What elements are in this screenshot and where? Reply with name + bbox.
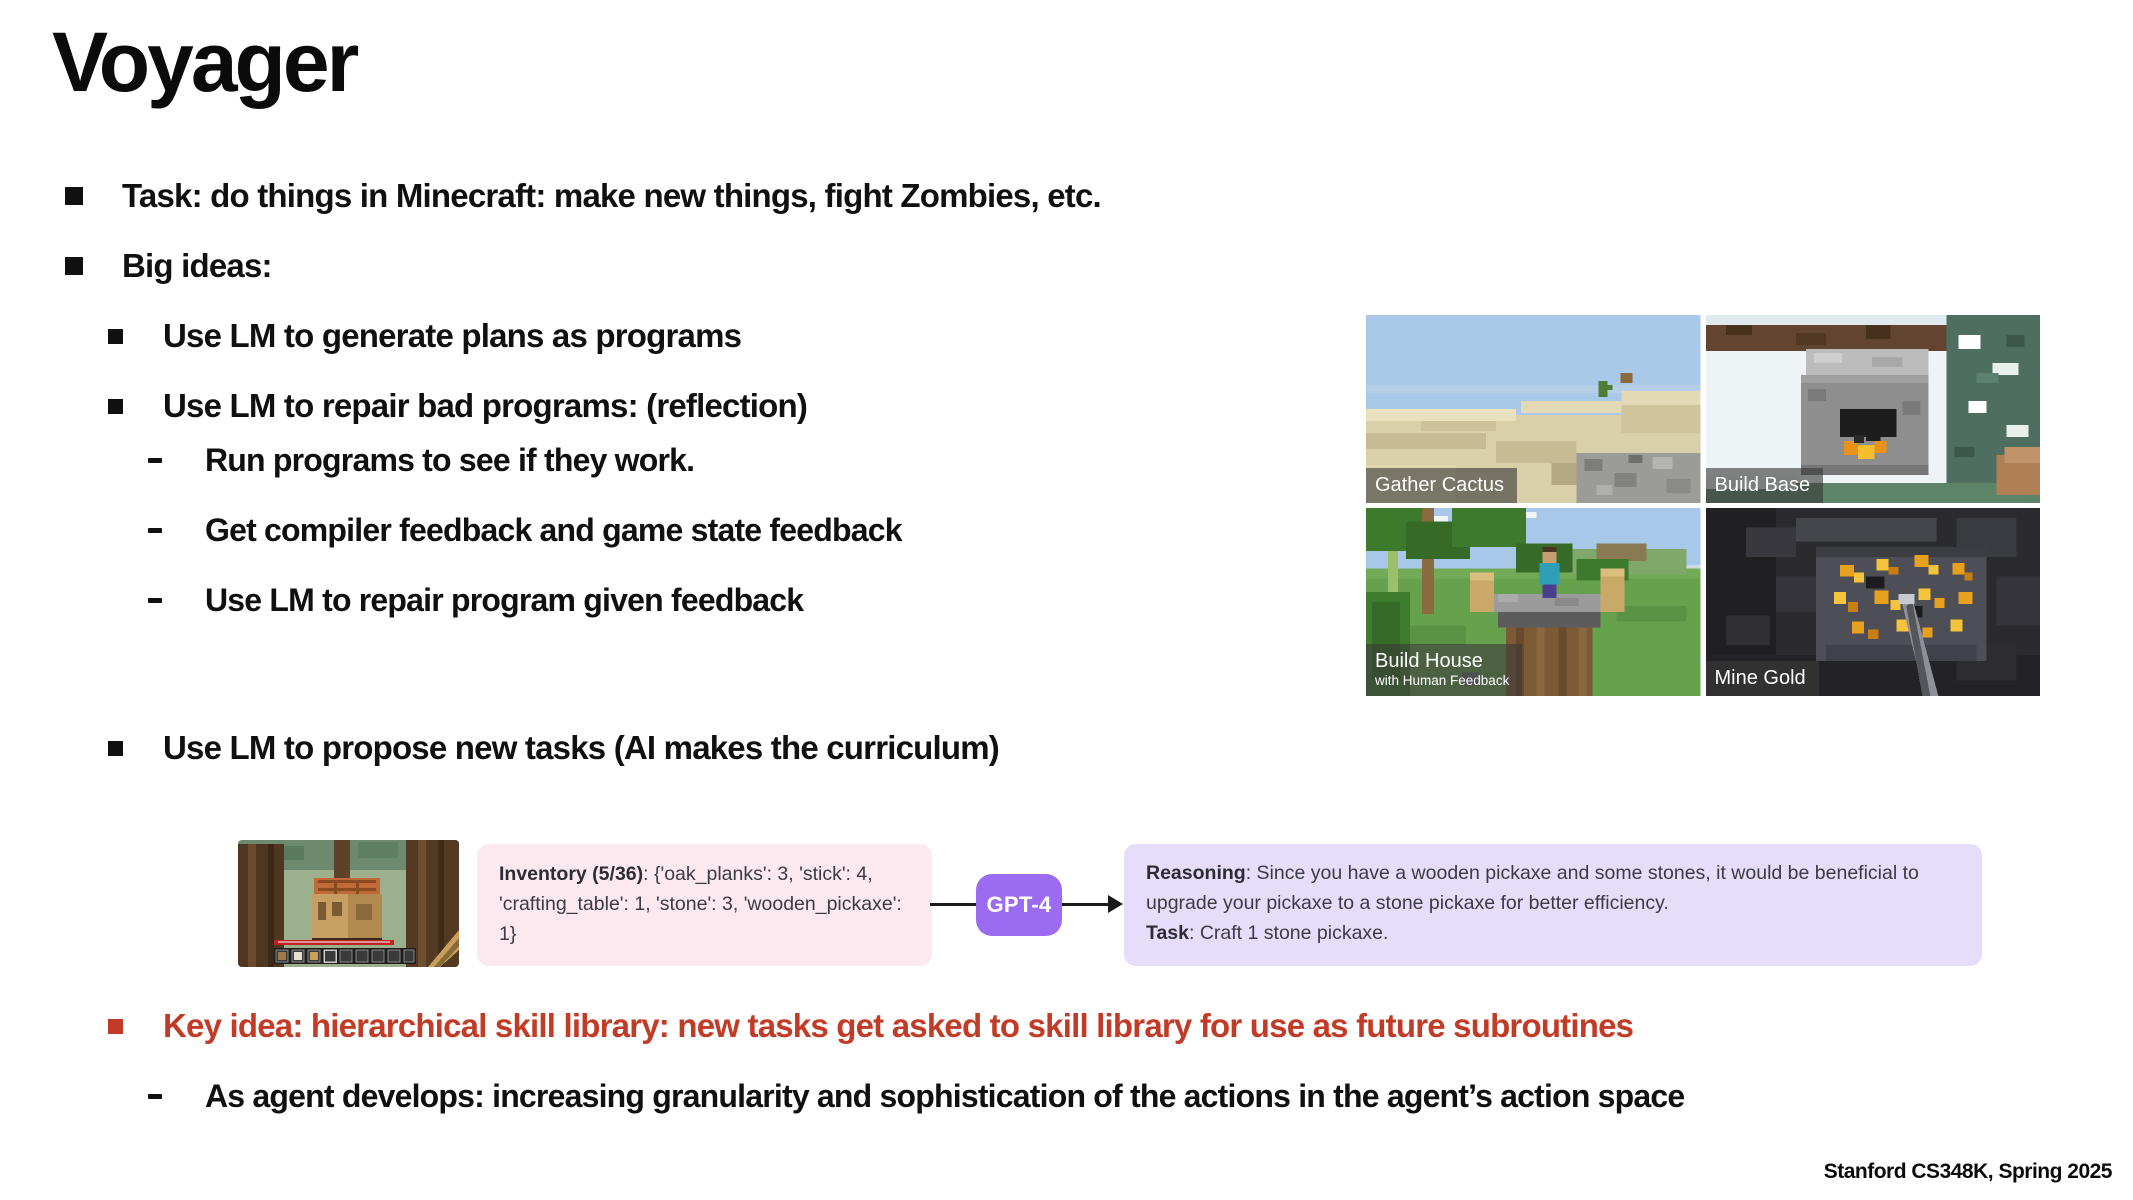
bullet-generate-plans — [108, 316, 741, 356]
task-label: Task — [1146, 922, 1189, 944]
bullet-run-programs — [148, 440, 694, 480]
bullet-square-icon — [108, 399, 123, 414]
bullet-text: Key idea: hierarchical skill library: new tasks get asked to skill library for use as future subroutines — [163, 1007, 1634, 1044]
bullet-dash-icon — [148, 528, 162, 533]
reasoning-paragraph — [1146, 858, 1960, 918]
screenshot-label-text: Build Base — [1714, 474, 1811, 496]
reasoning-value: : Since you have a wooden pickaxe and some stones, it would be beneficial to upgrade your pickaxe to a stone pickaxe for better efficiency. — [1146, 862, 1919, 914]
reasoning-label: Reasoning — [1146, 862, 1246, 884]
bullet-propose-tasks — [108, 728, 999, 768]
slide-title: Voyager — [52, 15, 357, 109]
bullet-dash-icon — [148, 598, 162, 603]
screenshot-label — [1706, 468, 1824, 503]
bullet-repair-programs — [108, 386, 807, 426]
screenshot-label-text: Mine Gold — [1714, 667, 1806, 689]
gpt4-badge-label: GPT-4 — [986, 892, 1052, 917]
bullet-key-idea — [108, 1006, 1633, 1046]
bullet-text: As agent develops: increasing granularity and sophistication of the actions in the agent’s action space — [205, 1078, 1685, 1114]
bullet-text: Use LM to repair bad programs: (reflection) — [163, 387, 808, 424]
task-value: : Craft 1 stone pickaxe. — [1189, 922, 1389, 944]
screenshot-build-base — [1706, 315, 2041, 503]
bullet-text: Use LM to propose new tasks (AI makes the curriculum) — [163, 729, 999, 766]
bullet-dash-icon — [148, 458, 162, 463]
screenshot-label — [1706, 661, 1819, 696]
bullet-square-icon — [108, 1019, 123, 1034]
bullet-text: Use LM to repair program given feedback — [205, 582, 804, 618]
minecraft-screenshot-grid — [1366, 315, 2040, 696]
screenshot-label — [1366, 468, 1517, 503]
reasoning-textbox — [1124, 844, 1982, 966]
bullet-text: Use LM to generate plans as programs — [163, 317, 742, 354]
crafting-table-screenshot — [238, 840, 459, 967]
crafting-table-scene — [238, 840, 459, 967]
connector-line-right — [1062, 903, 1112, 906]
screenshot-mine-gold — [1706, 508, 2041, 696]
task-paragraph — [1146, 918, 1960, 948]
bullet-agent-develops — [148, 1076, 1684, 1116]
inventory-textbox — [477, 844, 932, 966]
bullet-text: Get compiler feedback and game state feedback — [205, 512, 902, 548]
bullet-dash-icon — [148, 1094, 162, 1099]
course-footer: Stanford CS348K, Spring 2025 — [1823, 1160, 2112, 1183]
screenshot-gather-cactus — [1366, 315, 1701, 503]
bullet-text: Task: do things in Minecraft: make new things, fight Zombies, etc. — [122, 177, 1101, 214]
screenshot-label — [1366, 644, 1522, 696]
right-arrowhead-icon — [1108, 895, 1123, 913]
bullet-text: Big ideas: — [122, 247, 272, 284]
screenshot-label-text: Gather Cactus — [1375, 474, 1504, 496]
gpt4-badge — [976, 874, 1062, 936]
bullet-square-icon — [108, 741, 123, 756]
bullet-square-icon — [65, 257, 83, 275]
bullet-text: Run programs to see if they work. — [205, 442, 695, 478]
screenshot-sublabel-text: with Human Feedback — [1375, 673, 1510, 689]
bullet-repair-given-feedback — [148, 580, 803, 620]
bullet-compiler-feedback — [148, 510, 902, 550]
bullet-square-icon — [108, 329, 123, 344]
screenshot-label-text: Build House — [1375, 650, 1483, 673]
connector-line-left — [930, 903, 976, 906]
screenshot-build-house — [1366, 508, 1701, 696]
inventory-label: Inventory (5/36) — [499, 863, 644, 885]
bullet-big-ideas — [65, 246, 272, 286]
inventory-value: : {'oak_planks': 3, 'stick': 4, 'crafting_table': 1, 'stone': 3, 'wooden_pickaxe': 1} — [499, 863, 902, 945]
bullet-task — [65, 176, 1101, 216]
bullet-square-icon — [65, 187, 83, 205]
